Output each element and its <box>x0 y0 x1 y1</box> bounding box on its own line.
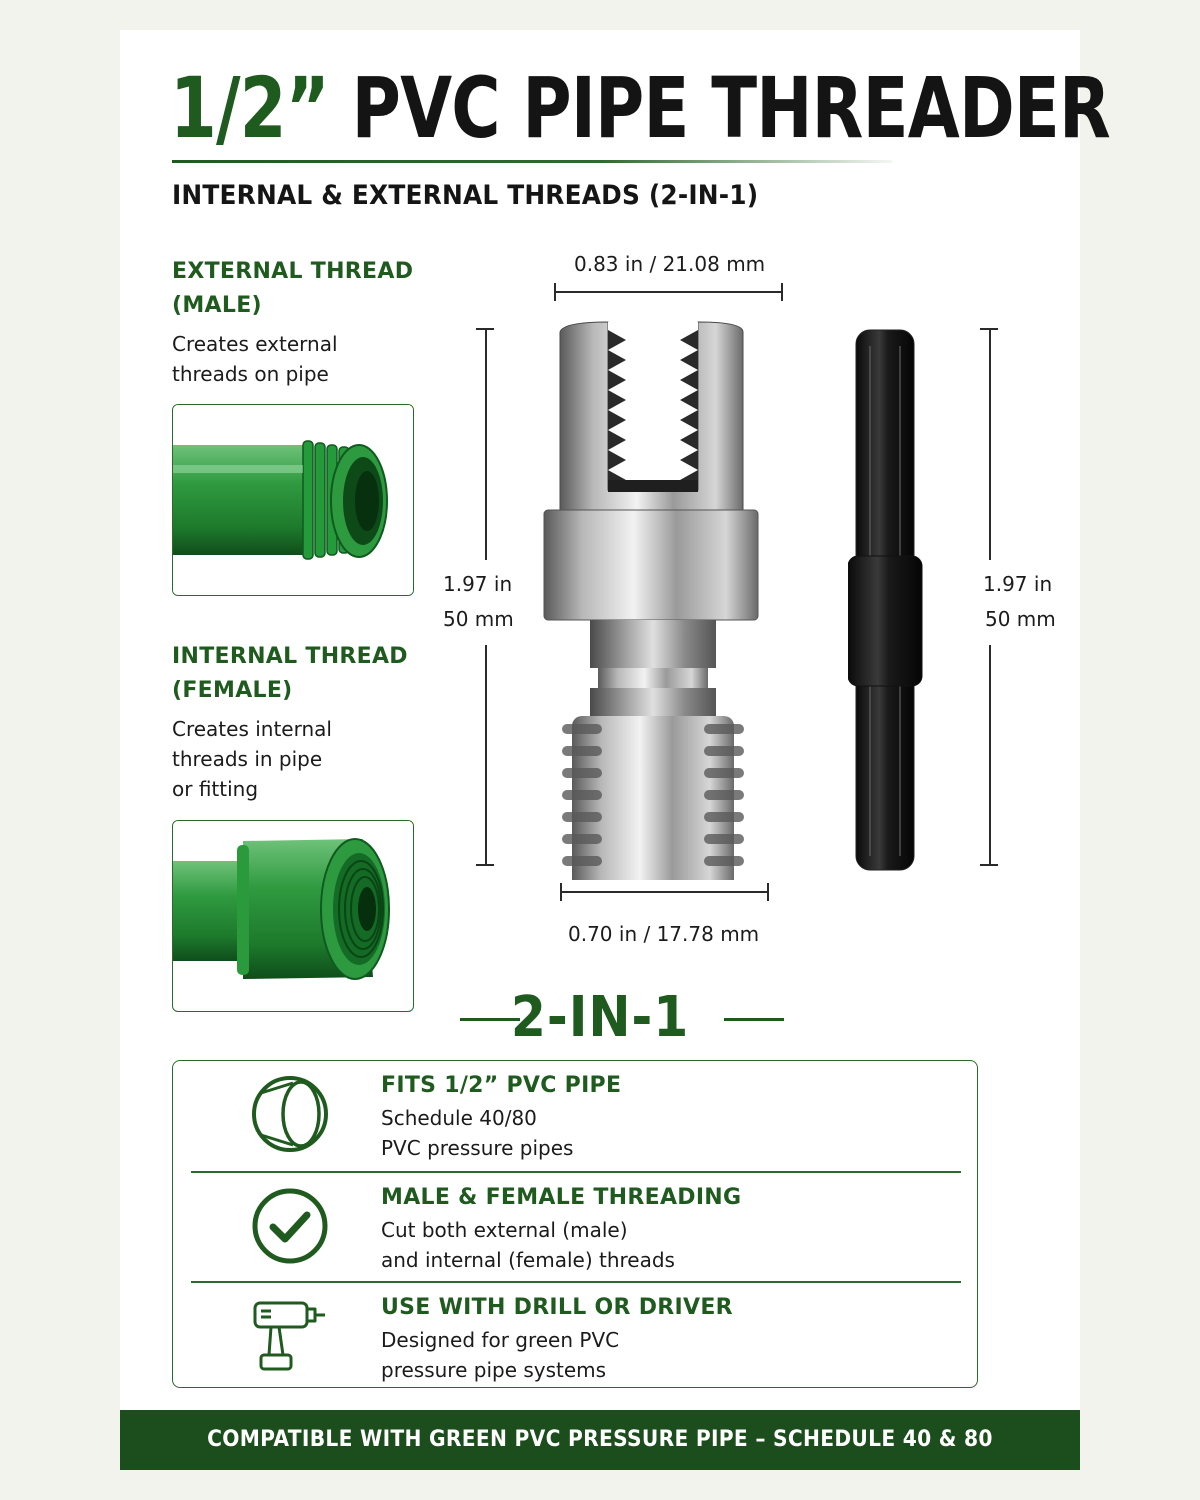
feature-description-line: Cut both external (male) <box>381 1218 628 1242</box>
left-height-tick <box>476 864 494 866</box>
feature-description-line: Schedule 40/80 <box>381 1106 537 1130</box>
right-height-mm-label: 50 mm <box>985 607 1056 631</box>
footer-text: COMPATIBLE WITH GREEN PVC PRESSURE PIPE – SCHEDULE 40 & 80 <box>207 1427 993 1452</box>
external-thread-description <box>172 329 422 389</box>
feature-description-line: PVC pressure pipes <box>381 1136 574 1160</box>
page-subtitle: INTERNAL & EXTERNAL THREADS (2-IN-1) <box>172 180 759 211</box>
feature-description-line: Designed for green PVC <box>381 1328 620 1352</box>
left-height-in-label: 1.97 in <box>443 572 513 596</box>
drill-icon <box>249 1295 331 1377</box>
title-product: PVC PIPE THREADER <box>351 59 1110 157</box>
threader-die-image <box>538 320 788 880</box>
two-in-one-heading <box>120 985 1080 1050</box>
top-width-line <box>554 291 782 293</box>
product-card <box>120 30 1110 1470</box>
internal-thread-description-line: or fitting <box>172 777 259 801</box>
feature-row-drill <box>173 1283 979 1391</box>
feature-title: USE WITH DRILL OR DRIVER <box>381 1295 733 1320</box>
bottom-width-tick <box>560 883 562 901</box>
two-in-one-label: 2-IN-1 <box>510 985 690 1050</box>
external-thread-description-line: Creates external <box>172 332 338 356</box>
feature-description-line: pressure pipe systems <box>381 1358 607 1382</box>
title-size: 1/2” <box>170 59 330 157</box>
external-thread-description-line: threads on pipe <box>172 362 329 386</box>
right-height-line <box>989 328 991 560</box>
internal-thread-pipe-image <box>172 820 414 1012</box>
page-title <box>170 48 1110 168</box>
internal-thread-description <box>172 714 422 804</box>
bottom-width-label: 0.70 in / 17.78 mm <box>568 922 760 946</box>
internal-thread-heading-line: INTERNAL THREAD <box>172 644 408 669</box>
top-width-tick <box>781 283 783 301</box>
right-height-line <box>989 645 991 865</box>
right-height-tick <box>980 864 998 866</box>
top-width-label: 0.83 in / 21.08 mm <box>574 252 766 276</box>
title-underline <box>172 160 892 163</box>
external-thread-heading <box>172 255 422 323</box>
internal-thread-heading-line: (FEMALE) <box>172 678 293 703</box>
left-height-line <box>485 328 487 560</box>
internal-thread-description-line: Creates internal <box>172 717 332 741</box>
feature-description-line: and internal (female) threads <box>381 1248 675 1272</box>
left-height-line <box>485 645 487 865</box>
features-box <box>172 1060 978 1388</box>
pipe-end-icon <box>249 1073 331 1155</box>
feature-title: FITS 1/2” PVC PIPE <box>381 1073 622 1098</box>
feature-row-fits-pipe <box>173 1061 979 1169</box>
internal-thread-section <box>172 640 422 804</box>
right-height-in-label: 1.97 in <box>983 572 1053 596</box>
divider-line-right <box>724 1018 784 1021</box>
internal-thread-description-line: threads in pipe <box>172 747 323 771</box>
internal-thread-heading <box>172 640 422 708</box>
external-thread-section <box>172 255 422 389</box>
left-height-mm-label: 50 mm <box>443 607 514 631</box>
bottom-width-tick <box>767 883 769 901</box>
top-width-tick <box>554 283 556 301</box>
external-thread-heading-line: EXTERNAL THREAD <box>172 259 414 284</box>
feature-title: MALE & FEMALE THREADING <box>381 1185 742 1210</box>
check-circle-icon <box>249 1185 331 1267</box>
external-thread-heading-line: (MALE) <box>172 293 262 318</box>
compatibility-footer <box>120 1410 1080 1470</box>
hex-driver-bit-image <box>848 326 938 874</box>
bottom-width-line <box>560 891 768 893</box>
feature-row-threading <box>173 1173 979 1281</box>
external-thread-pipe-image <box>172 404 414 596</box>
